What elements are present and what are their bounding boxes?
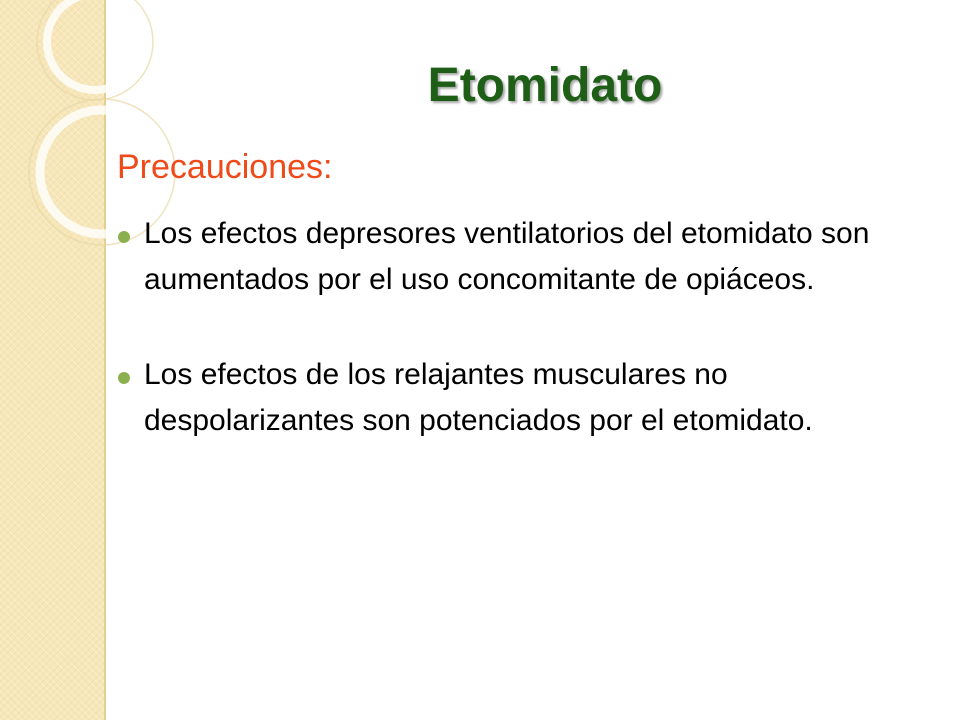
bullet-list [116, 211, 916, 444]
bullet-text: Los efectos de los relajantes musculares no despolarizantes son potenciados por el etomidato. [144, 358, 813, 437]
bullet-item [116, 211, 916, 303]
slide-title: Etomidato [427, 59, 663, 112]
bullet-dot-icon [118, 372, 130, 384]
bullet-item [116, 352, 916, 444]
slide-subtitle: Precauciones: [117, 148, 333, 186]
bullet-text: Los efectos depresores ventilatorios del etomidato son aumentados por el uso concomitante de opiáceos. [144, 217, 870, 296]
bullet-dot-icon [118, 231, 130, 243]
